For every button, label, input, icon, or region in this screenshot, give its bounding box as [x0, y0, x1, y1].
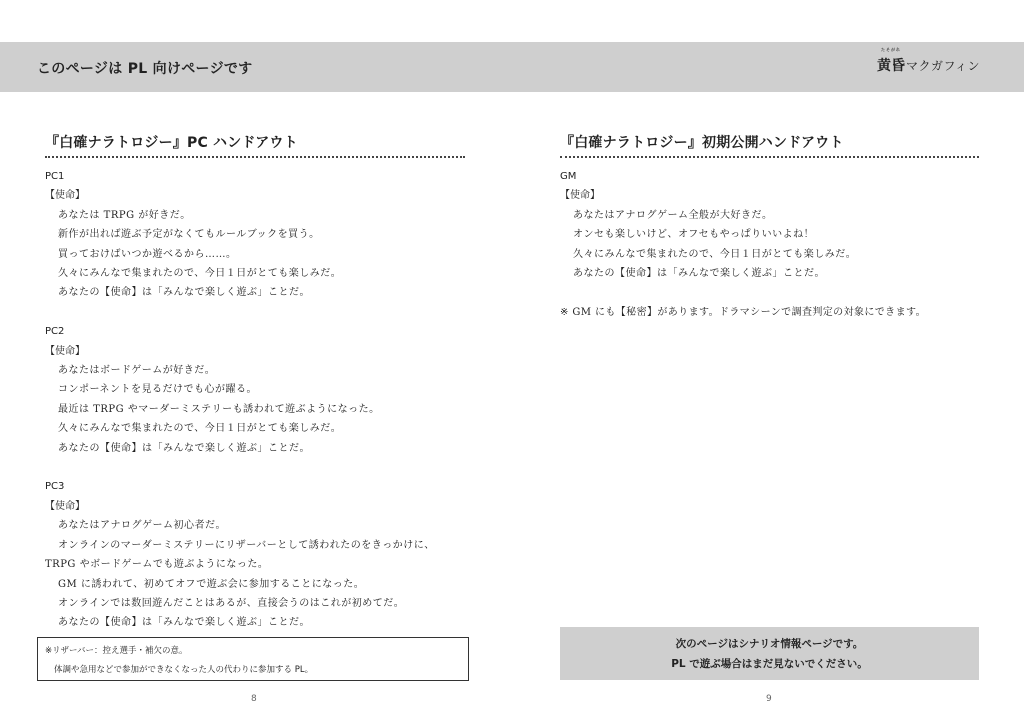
- gm-line: あなたの【使命】は「みんなで楽しく遊ぶ」ことだ。: [573, 268, 825, 280]
- pc2-line: 久々にみんなで集まれたので、今日１日がとても楽しみだ。: [58, 423, 342, 435]
- pc1-mission-label: 【使命】: [45, 190, 85, 202]
- notice-line: 次のページはシナリオ情報ページです。: [675, 638, 864, 650]
- pc3-line: オンラインのマーダーミステリーにリザーバーとして誘われたのをきっかけに、: [58, 539, 435, 551]
- pc1-line: 買っておけばいつか遊べるから……。: [58, 248, 237, 260]
- brand-ruby: たそがれ: [880, 47, 901, 52]
- public-handout-content: [560, 167, 979, 322]
- pc3-line: あなたはアナログゲーム初心者だ。: [58, 520, 226, 532]
- pc2-label: PC2: [45, 326, 65, 338]
- pc-handout-content: [45, 167, 465, 633]
- brand-name: [876, 47, 980, 75]
- pc1-label: PC1: [45, 171, 65, 182]
- notice-line: PL で遊ぶ場合はまだ見ないでください。: [671, 658, 868, 670]
- pc3-line: TRPG やボードゲームでも遊ぶようになった。: [45, 559, 269, 571]
- pc3-line: オンラインでは数回遊んだことはあるが、直接会うのはこれが初めてだ。: [58, 597, 405, 609]
- header-bar: [0, 42, 1024, 92]
- pc3-line: あなたの【使命】は「みんなで楽しく遊ぶ」ことだ。: [58, 617, 310, 629]
- brand-rest: マクガフィン: [905, 59, 980, 73]
- brand-kanji-text: 黄昏: [876, 58, 905, 74]
- right-column: [560, 126, 979, 322]
- pc3-label: PC3: [45, 481, 65, 493]
- left-column: [45, 126, 465, 633]
- gm-line: あなたはアナログゲーム全般が大好きだ。: [573, 209, 773, 221]
- public-handout-title: 『白確ナラトロジー』初期公開ハンドアウト: [560, 132, 979, 158]
- gm-line: オンセも楽しいけど、オフセもやっぱりいいよね！: [573, 229, 815, 241]
- pc1-line: 新作が出れば遊ぶ予定がなくてもルールブックを買う。: [58, 229, 320, 241]
- pc-handout-title: 『白確ナラトロジー』PC ハンドアウト: [45, 132, 465, 158]
- pc1-line: あなたは TRPG が好きだ。: [58, 209, 191, 221]
- gm-mission-label: 【使命】: [560, 190, 600, 202]
- pc2-line: コンポーネントを見るだけでも心が躍る。: [58, 384, 257, 396]
- pc3-mission-label: 【使命】: [45, 500, 85, 512]
- brand-kanji: [876, 47, 905, 75]
- pc2-line: あなたはボードゲームが好きだ。: [58, 365, 216, 377]
- gm-label: GM: [560, 171, 577, 182]
- pc2-line: あなたの【使命】は「みんなで楽しく遊ぶ」ことだ。: [58, 442, 310, 454]
- scenario-warning-box: [560, 627, 979, 680]
- brand-logo: [876, 47, 980, 75]
- pc1-line: あなたの【使命】は「みんなで楽しく遊ぶ」ことだ。: [58, 287, 310, 299]
- pc2-line: 最近は TRPG やマーダーミステリーも誘われて遊ぶようになった。: [58, 403, 380, 415]
- pc2-mission-label: 【使命】: [45, 345, 85, 357]
- footnote-line: 体調や急用などで参加ができなくなった人の代わりに参加する PL。: [54, 665, 314, 675]
- page-number-right: 9: [766, 694, 772, 704]
- footnote-line: ※リザーバー：控え選手・補欠の意。: [45, 646, 188, 656]
- page-header-title: このページは PL 向けページです: [37, 61, 253, 77]
- gm-secret-note: ※ GM にも【秘密】があります。ドラマシーンで調査判定の対象にできます。: [560, 306, 926, 318]
- pc1-line: 久々にみんなで集まれたので、今日１日がとても楽しみだ。: [58, 268, 342, 280]
- pc3-line: GM に誘われて、初めてオフで遊ぶ会に参加することになった。: [58, 578, 365, 590]
- page-number-left: 8: [251, 694, 257, 704]
- gm-line: 久々にみんなで集まれたので、今日１日がとても楽しみだ。: [573, 248, 857, 260]
- reserver-footnote-box: [37, 637, 469, 681]
